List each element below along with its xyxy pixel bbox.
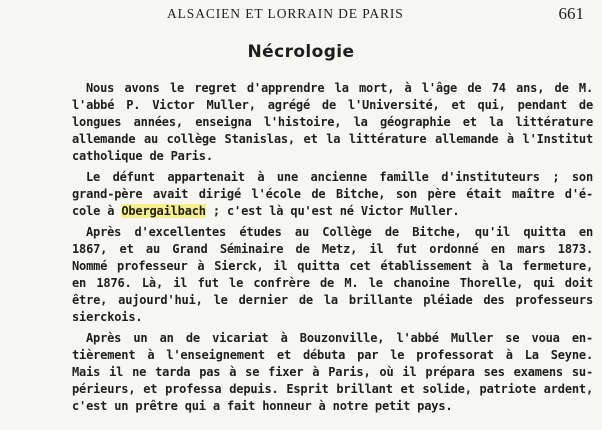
text-line: Après d'excellentes études au Collège de Bitche, qu'il quitta en xyxy=(86,225,593,239)
text-line: Nommé professeur à Sierck, il quitta cet établissement à la fermeture, xyxy=(72,259,593,273)
text-line: Mais il ne tarda pas à se fixer à Paris, où il prépara ses examens su- xyxy=(72,365,593,379)
page-number: 661 xyxy=(558,4,584,23)
text-segment: ; c'est là qu'est né Victor Muller. xyxy=(205,204,460,218)
text-line: en 1876. Là, il fut le confrère de M. le chanoine Thorelle, qui doit xyxy=(72,276,593,290)
highlighted-place-name: Obergailbach xyxy=(121,204,206,218)
text-line: longues années, enseigna l'histoire, la géographie et la littérature xyxy=(72,115,593,129)
paragraph xyxy=(72,330,593,415)
text-line xyxy=(72,203,593,220)
text-line: Après un an de vicariat à Bouzonville, l'abbé Muller se voua en- xyxy=(86,331,593,345)
section-title: Nécrologie xyxy=(247,42,355,62)
running-head xyxy=(0,6,602,26)
paragraph xyxy=(72,80,593,165)
article-body xyxy=(72,80,593,415)
text-line: Le défunt appartenait à une ancienne famille d'instituteurs ; son xyxy=(86,170,593,184)
text-line: sierckois. xyxy=(72,310,143,324)
text-line: 1867, et au Grand Séminaire de Metz, il fut ordonné en mars 1873. xyxy=(72,242,593,256)
running-title: ALSACIEN ET LORRAIN DE PARIS xyxy=(167,6,404,21)
text-line: allemande au collège Stanislas, et la littérature allemande à l'Institut xyxy=(72,132,593,146)
text-line: grand-père avait dirigé l'école de Bitche, son père était maître d'é- xyxy=(72,187,593,201)
text-segment: cole à xyxy=(72,204,122,218)
text-line: tièrement à l'enseignement et débuta par le professorat à La Seyne. xyxy=(72,348,593,362)
text-line: c'est un prêtre qui a fait honneur à notre petit pays. xyxy=(72,399,453,413)
text-line: Nous avons le regret d'apprendre la mort, à l'âge de 74 ans, de M. xyxy=(86,81,593,95)
text-line: périeurs, et professa depuis. Esprit brillant et solide, patriote ardent, xyxy=(72,382,593,396)
paragraph xyxy=(72,169,593,220)
text-line: l'abbé P. Victor Muller, agrégé de l'Université, et qui, pendant de xyxy=(72,98,593,112)
text-line: être, aujourd'hui, le dernier de la brillante pléiade des professeurs xyxy=(72,293,593,307)
text-line: catholique de Paris. xyxy=(72,149,213,163)
paragraph xyxy=(72,224,593,326)
